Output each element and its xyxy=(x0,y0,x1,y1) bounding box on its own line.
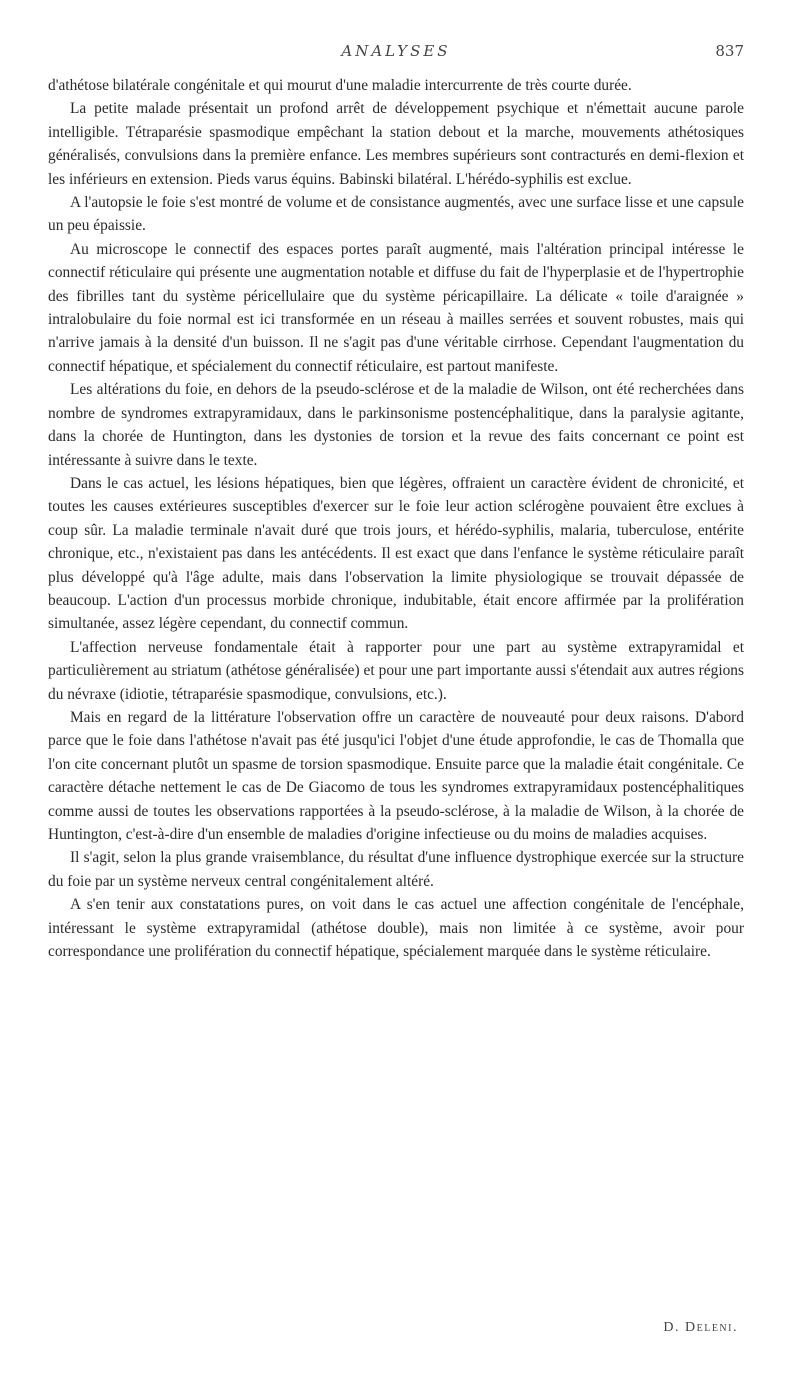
paragraph-2: La petite malade présentait un profond arrêt de développement psychique et n'émettait aucune parole intelligible. Tétraparésie spasmodique empêchant la station debout et la marche, mouvements athétosiques généralisés, convulsions dans la première enfance. Les membres supérieurs sont contracturés en demi-flexion et les inférieurs en extension. Pieds varus équins. Babinski bilatéral. L'hérédo-syphilis est exclue. xyxy=(48,100,744,188)
author-signature: D. Deleni. xyxy=(663,1320,738,1335)
paragraph-7: L'affection nerveuse fondamentale était à rapporter pour une part au système extrapyramidal et particulièrement au striatum (athétose généralisée) et pour une part importante aussi s'étendait aux autres régions du névraxe (idiotie, tétraparésie spasmodique, convulsions, etc.). xyxy=(48,638,744,703)
paragraph-3: A l'autopsie le foie s'est montré de volume et de consistance augmentés, avec une surface lisse et une capsule un peu épaissie. xyxy=(48,194,744,235)
paragraph-6: Dans le cas actuel, les lésions hépatiques, bien que légères, offraient un caractère évident de chronicité, et toutes les causes extérieures susceptibles d'exercer sur le foie leur action sclérogène pouvaient être exclues à coup sûr. La maladie terminale n'avait duré que trois jours, et hérédo-syphilis, malaria, tuberculose, entérite chronique, etc., n'existaient pas dans les antécédents. Il est exact que dans l'enfance le système réticulaire paraît plus développé qu'à l'âge adulte, mais dans l'observation la limite physiologique se trouvait dépassée de beaucoup. L'action d'un processus morbide chronique, indubitable, était encore affirmée par la prolifération simultanée, assez légère cependant, du connectif commun. xyxy=(48,474,744,633)
running-head xyxy=(48,42,744,64)
paragraph-4: Au microscope le connectif des espaces portes paraît augmenté, mais l'altération principal intéresse le connectif réticulaire qui présente une augmentation notable et diffuse du fait de l'hyperplasie et de l'hypertrophie des fibrilles tant du système péricellulaire que du système péricapillaire. La délicate « toile d'araignée » intralobulaire du foie normal est ici transformée en un réseau à mailles serrées et souvent robustes, mais qui n'arrive jamais à la densité d'un buisson. Il ne s'agit pas d'une véritable cirrhose. Cependant l'augmentation du connectif hépatique, et spécialement du connectif réticulaire, est partout manifeste. xyxy=(48,240,744,375)
paragraph-9: Il s'agit, selon la plus grande vraisemblance, du résultat d'une influence dystrophique exercée sur la structure du foie par un système nerveux central congénitalement altéré. xyxy=(48,849,744,890)
text-body xyxy=(48,74,744,963)
page-number: 837 xyxy=(715,42,744,60)
running-title: ANALYSES xyxy=(341,42,451,60)
paragraph-1: d'athétose bilatérale congénitale et qui mourut d'une maladie intercurrente de très courte durée. xyxy=(48,77,632,94)
paragraph-10: A s'en tenir aux constatations pures, on voit dans le cas actuel une affection congénitale de l'encéphale, intéressant le système extrapyramidal (athétose double), mais non limitée à ce système, avoir pour correspondance une prolifération du connectif hépatique, spécialement marquée dans le système réticulaire. xyxy=(48,896,744,961)
paragraph-8: Mais en regard de la littérature l'observation offre un caractère de nouveauté pour deux raisons. D'abord parce que le foie dans l'athétose n'avait pas été jusqu'ici l'objet d'une étude approfondie, le cas de Thomalla que l'on cite concernant plutôt un spasme de torsion spasmodique. Ensuite parce que la maladie était congénitale. Ce caractère détache nettement le cas de De Giacomo de tous les syndromes extrapyramidaux postencéphalitiques comme aussi de toutes les observations rapportées à la pseudo-sclérose, à la maladie de Wilson, à la chorée de Huntington, c'est-à-dire d'un ensemble de maladies d'origine infectieuse ou du moins de maladies acquises. xyxy=(48,708,744,843)
paragraph-5: Les altérations du foie, en dehors de la pseudo-sclérose et de la maladie de Wilson, ont été recherchées dans nombre de syndromes extrapyramidaux, dans le parkinsonisme postencéphalitique, dans la paralysie agitante, dans la chorée de Huntington, dans les dystonies de torsion et la revue des faits concernant ce point est intéressante à suivre dans le texte. xyxy=(48,381,744,469)
